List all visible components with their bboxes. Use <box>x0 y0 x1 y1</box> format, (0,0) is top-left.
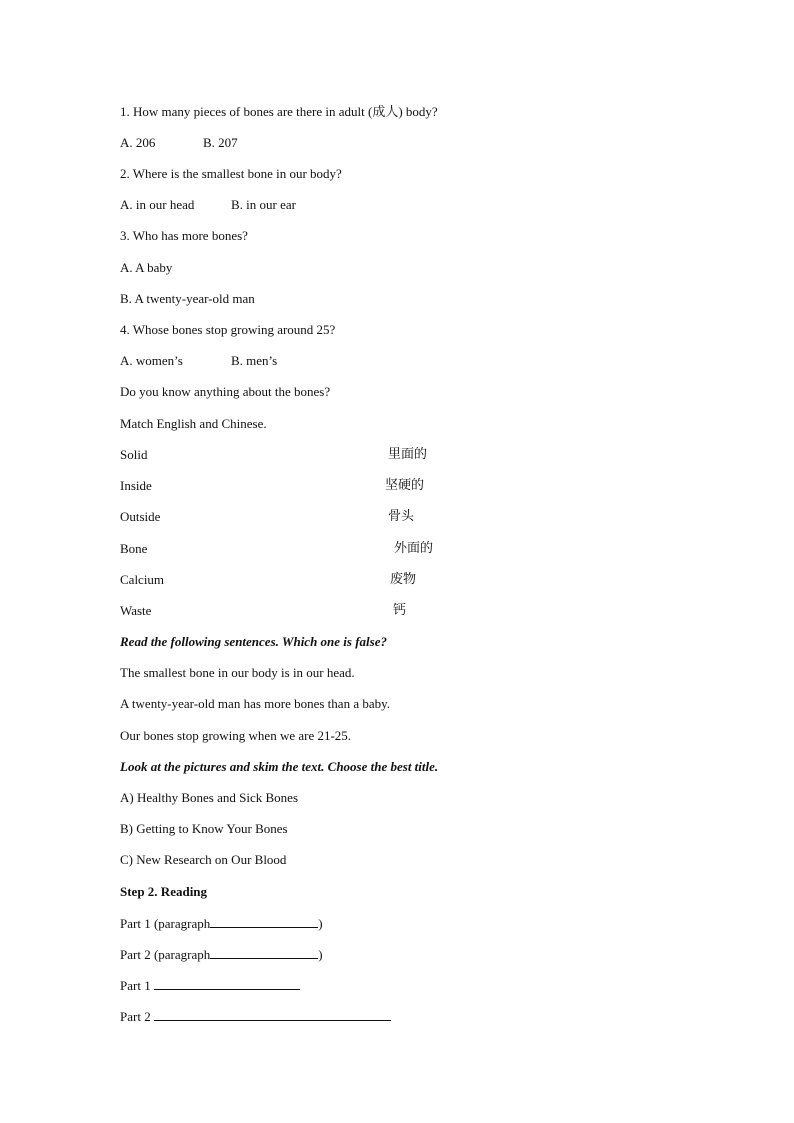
part2-summary-label: Part 2 <box>120 1009 151 1024</box>
match-english-4: Bone <box>120 541 148 556</box>
question-4-text: 4. Whose bones stop growing around 25? <box>120 322 336 337</box>
part1-paragraph-label: Part 1 (paragraph <box>120 916 211 931</box>
part1-paragraph-close: ) <box>318 916 323 931</box>
option-a: A. A baby <box>120 260 173 275</box>
question-2 <box>120 166 342 182</box>
part1-paragraph-blank[interactable] <box>210 915 318 928</box>
match-chinese-3: 骨头 <box>388 509 415 524</box>
false-sentence-1: The smallest bone in our body is in our head. <box>120 665 355 680</box>
part2-paragraph-line <box>120 946 323 963</box>
question-3-option-b <box>120 291 255 307</box>
part2-paragraph-blank[interactable] <box>210 946 318 959</box>
false-sentence-3: Our bones stop growing when we are 21-25. <box>120 728 352 743</box>
match-english-3: Outside <box>120 509 161 524</box>
false-heading: Read the following sentences. Which one is false? <box>120 634 387 649</box>
option-a: A. in our head <box>120 197 195 212</box>
question-2-text: 2. Where is the smallest bone in our body? <box>120 166 342 181</box>
title-heading: Look at the pictures and skim the text. Choose the best title. <box>120 759 439 774</box>
know-prompt: Do you know anything about the bones? <box>120 384 331 399</box>
match-english-2: Inside <box>120 478 152 493</box>
match-chinese-2: 坚硬的 <box>385 478 425 493</box>
match-chinese-5: 废物 <box>390 572 417 587</box>
title-option-b: B) Getting to Know Your Bones <box>120 821 288 836</box>
option-b: B. men’s <box>231 353 278 368</box>
option-a: A. women’s <box>120 353 183 368</box>
title-option-c: C) New Research on Our Blood <box>120 852 287 867</box>
step2-heading: Step 2. Reading <box>120 884 208 899</box>
question-1-options <box>120 135 238 151</box>
match-english-6: Waste <box>120 603 152 618</box>
option-a: A. 206 <box>120 135 156 150</box>
false-sentence-2: A twenty-year-old man has more bones than a baby. <box>120 696 391 711</box>
part2-summary-blank[interactable] <box>154 1008 391 1021</box>
match-prompt: Match English and Chinese. <box>120 416 267 431</box>
match-english-1: Solid <box>120 447 148 462</box>
part1-summary-label: Part 1 <box>120 978 151 993</box>
question-3 <box>120 228 248 244</box>
part1-summary-blank[interactable] <box>154 977 300 990</box>
part2-paragraph-label: Part 2 (paragraph <box>120 947 211 962</box>
question-3-option-a <box>120 260 172 276</box>
option-b: B. A twenty-year-old man <box>120 291 255 306</box>
part2-summary-line <box>120 1008 391 1025</box>
match-english-5: Calcium <box>120 572 165 587</box>
option-b: B. in our ear <box>231 197 296 212</box>
question-4 <box>120 322 335 338</box>
question-3-text: 3. Who has more bones? <box>120 228 248 243</box>
question-1-text: 1. How many pieces of bones are there in adult (成人) body? <box>120 104 438 119</box>
title-option-a: A) Healthy Bones and Sick Bones <box>120 790 299 805</box>
question-2-options <box>120 197 296 213</box>
question-1 <box>120 104 438 120</box>
question-4-options <box>120 353 278 369</box>
part2-paragraph-close: ) <box>318 947 323 962</box>
match-chinese-1: 里面的 <box>388 447 428 462</box>
part1-summary-line <box>120 977 300 994</box>
match-chinese-6: 钙 <box>393 603 407 618</box>
option-b: B. 207 <box>203 135 238 150</box>
match-chinese-4: 外面的 <box>394 541 434 556</box>
part1-paragraph-line <box>120 915 323 932</box>
